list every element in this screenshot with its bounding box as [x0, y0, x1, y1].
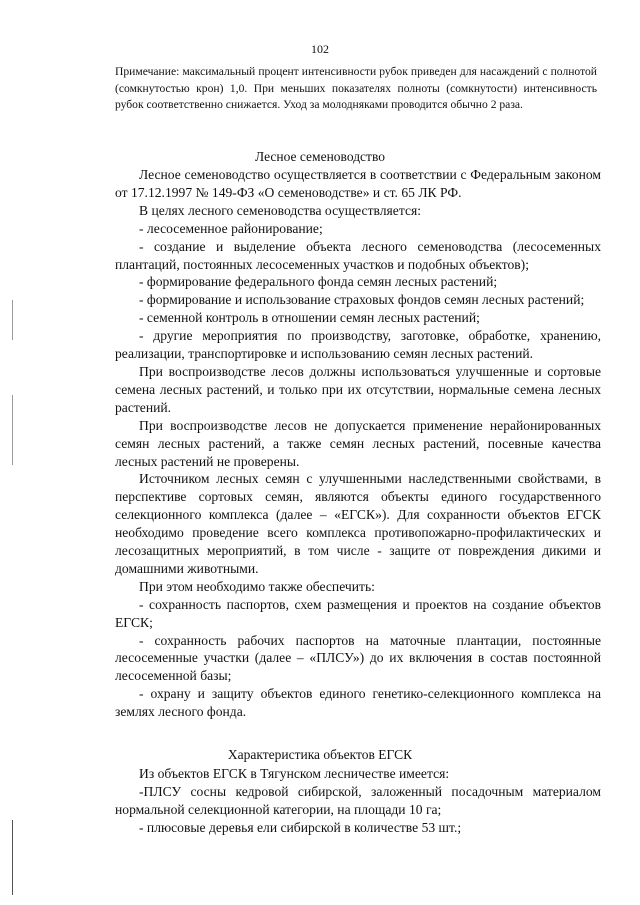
note-text: Примечание: максимальный процент интенсивности рубок приведен для насаждений с полнотой (сомкнутостью крон) 1,0. При меньших показателях полноты (сомкнутости) интенсивность рубок соответственно снижается. Уход за молодняками проводится обычно 2 раза.: [115, 65, 597, 112]
list-item: - сохранность рабочих паспортов на маточные плантации, постоянные лесосеменные участки (далее – «ПЛСУ») до их включения в состав постоянной лесосеменной базы;: [115, 632, 601, 684]
note-block: [115, 64, 597, 114]
list-item: - формирование федерального фонда семян лесных растений;: [139, 274, 498, 290]
section-egsk-body: [115, 765, 601, 837]
list-item: - другие мероприятия по производству, заготовке, обработке, хранению, реализации, транспортировке и использованию семян лесных растений.: [115, 328, 601, 362]
paragraph: При воспроизводстве лесов должны использоваться улучшенные и сортовые семена лесных растений, и только при их отсутствии, нормальные семена лесных растений.: [115, 363, 601, 415]
scan-artifact: [12, 300, 13, 340]
paragraph: В целях лесного семеноводства осуществляется:: [139, 202, 422, 218]
paragraph: При этом необходимо также обеспечить:: [139, 578, 375, 594]
scan-artifact: [12, 820, 13, 895]
list-item: - плюсовые деревья ели сибирской в количестве 53 шт.;: [139, 819, 462, 835]
paragraph: Источником лесных семян с улучшенными наследственными свойствами, в перспективе сортовых семян, являются объекты единого государственного селекционного комплекса (далее – «ЕГСК»). Для сохранности объектов ЕГСК необходимо проведение всего комплекса противопожарно-профилактических и лесозащитных мероприятий, в том числе - защите от повреждения дикими и домашними животными.: [115, 471, 601, 576]
page-number: 102: [311, 42, 329, 56]
list-item: - формирование и использование страховых фондов семян лесных растений;: [139, 292, 585, 308]
paragraph: При воспроизводстве лесов не допускается применение нерайонированных семян лесных растений, а также семян лесных растений, посевные качества лесных растений не проверены.: [115, 417, 601, 469]
list-item: - сохранность паспортов, схем размещения и проектов на создание объектов ЕГСК;: [115, 596, 601, 630]
list-item: - охрану и защиту объектов единого генетико-селекционного комплекса на землях лесного фонда.: [115, 686, 601, 720]
section-title-seed-production: Лесное семеноводство: [255, 149, 385, 164]
paragraph: Лесное семеноводство осуществляется в соответствии с Федеральным законом от 17.12.1997 № 149-ФЗ «О семеноводстве» и ст. 65 ЛК РФ.: [115, 167, 601, 200]
list-item: - семенной контроль в отношении семян лесных растений;: [139, 310, 480, 326]
section-seed-production-body: [115, 166, 601, 721]
list-item: -ПЛСУ сосны кедровой сибирской, заложенный посадочным материалом нормальной селекционной категории, на площади 10 га;: [115, 783, 601, 817]
scan-artifact: [12, 395, 13, 465]
section-title-egsk-characteristics: Характеристика объектов ЕГСК: [227, 747, 413, 762]
paragraph: Из объектов ЕГСК в Тягунском лесничестве имеется:: [139, 766, 450, 781]
list-item: - лесосеменное районирование;: [139, 220, 323, 236]
list-item: - создание и выделение объекта лесного семеноводства (лесосеменных плантаций, постоянных лесосеменных участков и подобных объектов);: [115, 238, 601, 272]
